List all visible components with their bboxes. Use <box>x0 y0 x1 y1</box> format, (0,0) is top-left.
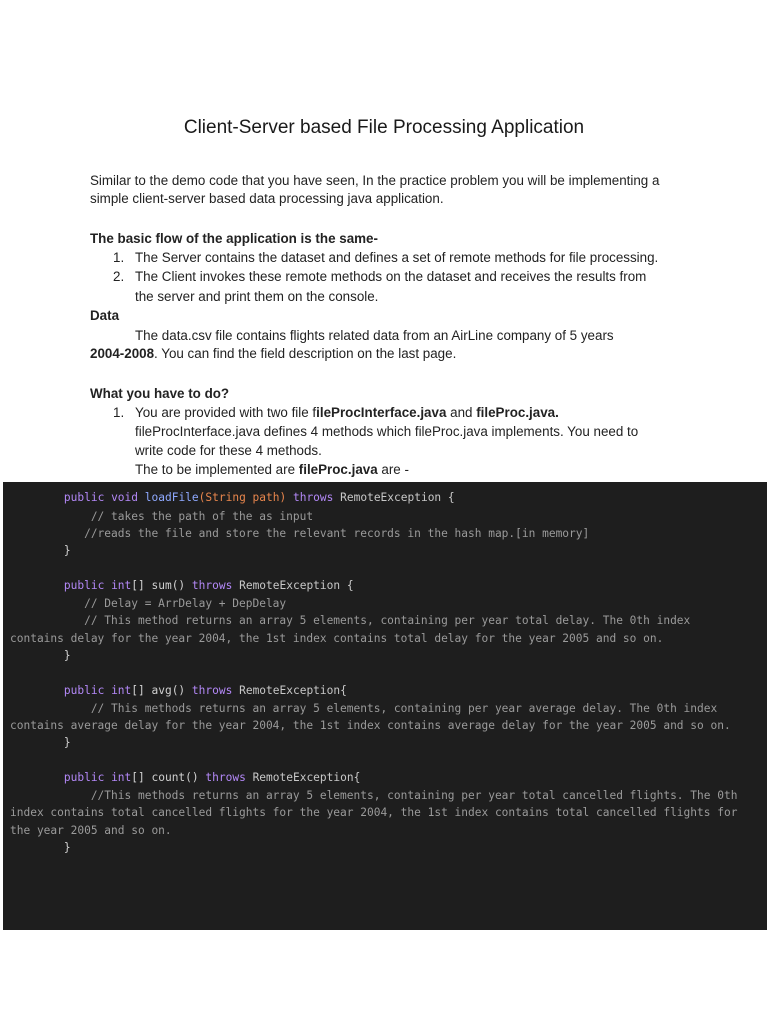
flow-item-2-text: The Client invokes these remote methods on the dataset and receives the results from <box>135 269 647 284</box>
todo-line-4 <box>135 461 409 479</box>
code-line-avg-signature: public int[] avg() throws RemoteException{ <box>63 684 347 697</box>
flow-heading: The basic flow of the application is the same- <box>90 231 378 246</box>
todo-heading: What you have to do? <box>90 386 230 401</box>
code-line-count-signature: public int[] count() throws RemoteException{ <box>63 771 361 784</box>
todo-line-1 <box>135 404 559 422</box>
code-comment: // This methods returns an array 5 elements, containing per year average delay. The 0th index <box>10 702 718 715</box>
code-comment: //reads the file and store the relevant records in the hash map.[in memory] <box>10 527 590 540</box>
code-block <box>3 482 767 930</box>
document-title: Client-Server based File Processing Application <box>183 117 585 138</box>
todo-line-2: fileProcInterface.java defines 4 methods which fileProc.java implements. You need to <box>135 424 639 439</box>
code-comment: index contains total cancelled flights for the year 2004, the 1st index contains total cancelled flights for <box>10 806 738 819</box>
data-line-1: The data.csv file contains flights related data from an AirLine company of 5 years <box>135 328 614 343</box>
todo-line-1-c: and <box>446 405 477 420</box>
flow-item-1-number: 1. <box>113 250 125 265</box>
intro-line-1: Similar to the demo code that you have seen, In the practice problem you will be implementing a <box>90 173 660 188</box>
data-line-2 <box>90 345 456 363</box>
todo-line-4-a: The to be implemented are <box>135 462 299 477</box>
intro-line-2: simple client-server based data processing java application. <box>90 191 444 206</box>
flow-item-2-number: 2. <box>113 269 125 284</box>
flow-item-1-text: The Server contains the dataset and defines a set of remote methods for file processing. <box>135 250 659 265</box>
impl-filename-2: fileProc.java <box>298 462 378 477</box>
code-close-brace: } <box>10 544 71 557</box>
code-close-brace: } <box>10 736 71 749</box>
code-comment: // Delay = ArrDelay + DepDelay <box>10 597 287 610</box>
code-line-sum-signature: public int[] sum() throws RemoteException { <box>63 579 354 592</box>
todo-item-1-number: 1. <box>113 405 125 420</box>
code-close-brace: } <box>10 841 71 854</box>
data-line-2-rest: . You can find the field description on the last page. <box>154 346 457 361</box>
todo-line-4-c: are - <box>377 462 409 477</box>
code-comment: // takes the path of the as input <box>10 510 314 523</box>
code-close-brace: } <box>10 649 71 662</box>
code-comment: contains delay for the year 2004, the 1st index contains total delay for the year 2005 and so on. <box>10 632 664 645</box>
todo-line-1-a: You are provided with two file f <box>135 405 317 420</box>
code-line-loadfile-signature: public void loadFile(String path) throws RemoteException { <box>63 491 455 504</box>
flow-item-2-text-cont: the server and print them on the console. <box>135 289 379 304</box>
todo-line-3: write code for these 4 methods. <box>135 443 322 458</box>
data-heading: Data <box>90 308 120 323</box>
interface-filename: ileProcInterface.java <box>316 405 447 420</box>
data-years: 2004-2008 <box>90 346 155 361</box>
code-comment: contains average delay for the year 2004, the 1st index contains average delay for the year 2005 and so on. <box>10 719 731 732</box>
code-comment: the year 2005 and so on. <box>10 824 172 837</box>
code-comment: //This methods returns an array 5 elements, containing per year total cancelled flights. The 0th <box>10 789 738 802</box>
impl-filename: fileProc.java. <box>476 405 559 420</box>
code-comment: // This method returns an array 5 elements, containing per year total delay. The 0th index <box>10 614 691 627</box>
